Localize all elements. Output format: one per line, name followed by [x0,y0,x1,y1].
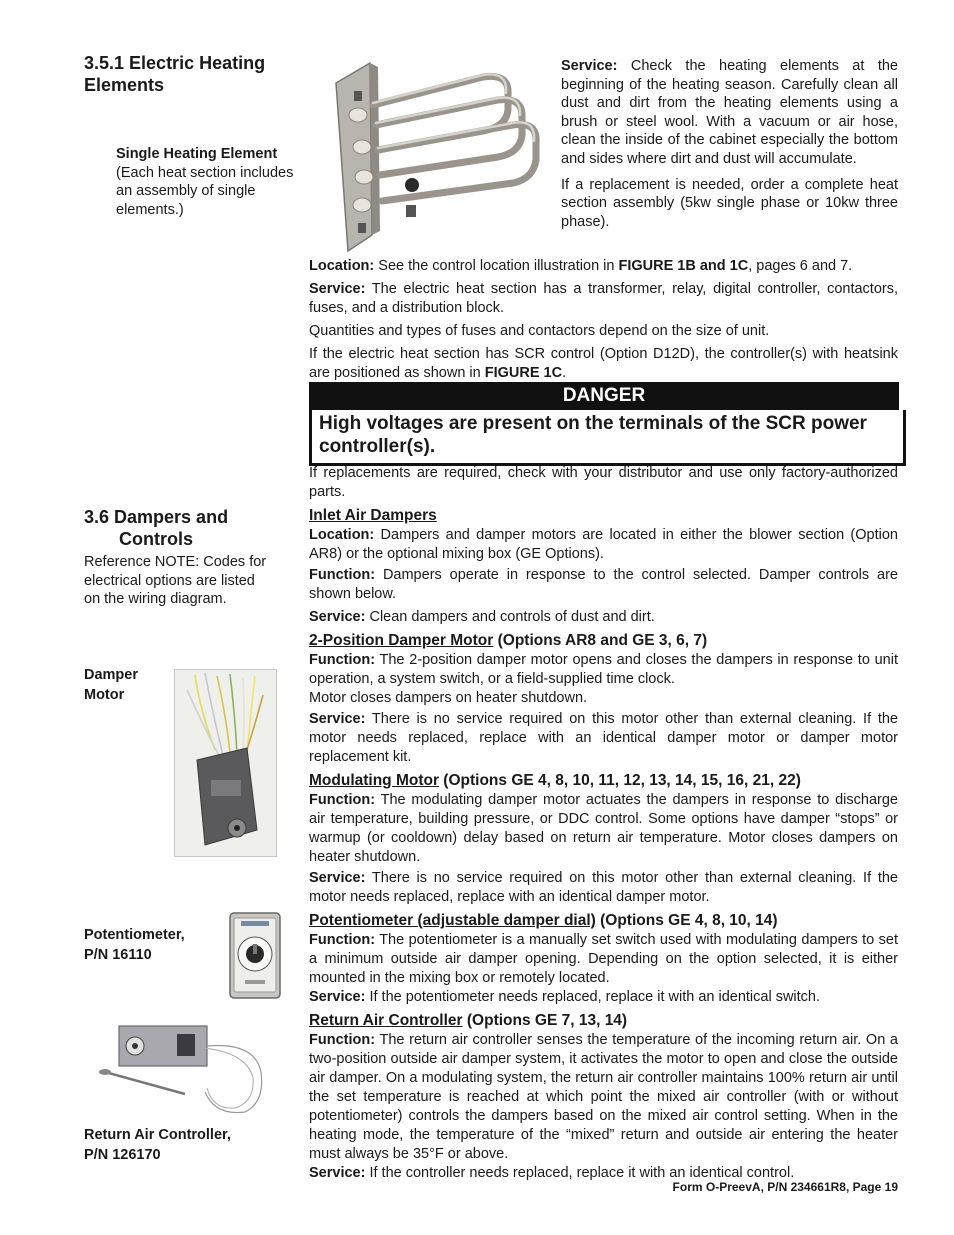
section-351-title: 3.5.1 Electric Heating Elements [84,53,266,95]
modulating-motor-title: Modulating Motor (Options GE 4, 8, 10, 11, 12, 13, 14, 15, 16, 21, 22) [309,772,801,789]
heating-element-image [318,55,548,255]
factory-parts-note: If replacements are required, check with your distributor and use only factory-authorized parts. [309,465,898,500]
damper-motor-caption: Damper Motor [84,667,138,703]
heating-service-block: Service: Check the heating elements at the beginning of the heating season. Carefully clean all dust and dirt from the heating elements using a brush or steel wool. With a vacuum or air hose, clean the inside of the cabinet especially the bottom and sides where dirt and dust will accumulate. If a replacement is needed, order a complete heat section assembly (5kw single phase or 10kw three phase). [561,58,898,230]
dampers-section: If replacements are required, check with your distributor and use only factory-authorized parts. Inlet Air Dampers Location: Dampers and damper motors are located in either the blower section (Option AR8) or the optional mixing box (GE Options). Function: Dampers operate in response to the control selected. Damper controls are shown below. Service: Clean dampers and controls of dust and dirt. 2-Position Damper Motor (Options AR8 and GE 3, 6, 7) Function: The 2-position damper motor opens and closes the dampers in response to unit operation, a system switch, or a field-supplied time clock. Motor closes dampers on heater shutdown. Service: There is no service required on this motor other than external cleaning. If the motor needs replaced, replace with an identical damper motor or damper motor replacement kit. Modulating Motor (Options GE 4, 8, 10, 11, 12, 13, 14, 15, 16, 21, 22) Function: The modulating damper motor actuates the dampers in response to discharge air temperature, building pressure, or DDC control. Some options have damper “stops” or warmup (or cooldown) delay based on return air temperature. Motor closes dampers on heater shutdown. Service: There is no service required on this motor other than external cleaning. If the motor needs replaced, replace with an identical damper motor. Potentiometer (adjustable damper dial) (Options GE 4, 8, 10, 14) Function: The potentiometer is a manually set switch used with modulating dampers to set a minimum outside air damper opening. Depending on the option selected, it is either mounted in the mixing box or remotely located. Service: If the potentiometer needs replaced, replace it with an identical switch. Return Air Controller (Options GE 7, 13, 14) Function: The return air controller senses the temperature of the incoming return air. On a two-position outside air damper system, it activates the motor to open and close the outside air damper. On a modulating system, the return air controller maintains 100% return air until the set temperature is reached at which point the mixed air controller (with or without potentiometer) controls the dampers based on the mixed air control setting. When in the heating mode, the temperature of the “mixed” return and outside air entering the heater must always be 35°F or above. Service: If the controller needs replaced, replace it with an identical control. [309,465,898,1181]
heating-details: Location: See the control location illustration in FIGURE 1B and 1C, pages 6 and 7. Service: The electric heat section has a transformer, relay, digital controller, contactors, fuses, and a distribution block. Quantities and types of fuses and contactors depend on the size of unit. If the electric heat section has SCR control (Option D12D), the controller(s) with heatsink are positioned as shown in FIGURE 1C. [309,258,898,381]
return-air-controller-caption: Return Air Controller, P/N 126170 [84,1127,231,1163]
reference-note: Reference NOTE: Codes for electrical options are listed on the wiring diagram. [84,554,267,607]
danger-message: High voltages are present on the terminals of the SCR power controller(s). [309,410,906,466]
danger-heading: DANGER [309,382,899,410]
section-36-title: 3.6 Dampers and Controls [84,507,229,549]
page-footer: Form O-PreevA, P/N 234661R8, Page 19 [672,1180,898,1194]
potentiometer-title: Potentiometer (adjustable damper dial) (Options GE 4, 8, 10, 14) [309,912,778,929]
potentiometer-image [229,912,281,999]
inlet-air-dampers-title: Inlet Air Dampers [309,507,437,524]
return-air-controller-title: Return Air Controller (Options GE 7, 13, 14) [309,1012,628,1029]
two-position-damper-title: 2-Position Damper Motor (Options AR8 and GE 3, 6, 7) [309,632,708,649]
damper-motor-image [174,669,277,857]
return-air-controller-image [95,1022,270,1122]
single-element-caption: Single Heating Element (Each heat section includes an assembly of single elements.) [116,146,294,218]
potentiometer-caption: Potentiometer, P/N 16110 [84,927,185,963]
